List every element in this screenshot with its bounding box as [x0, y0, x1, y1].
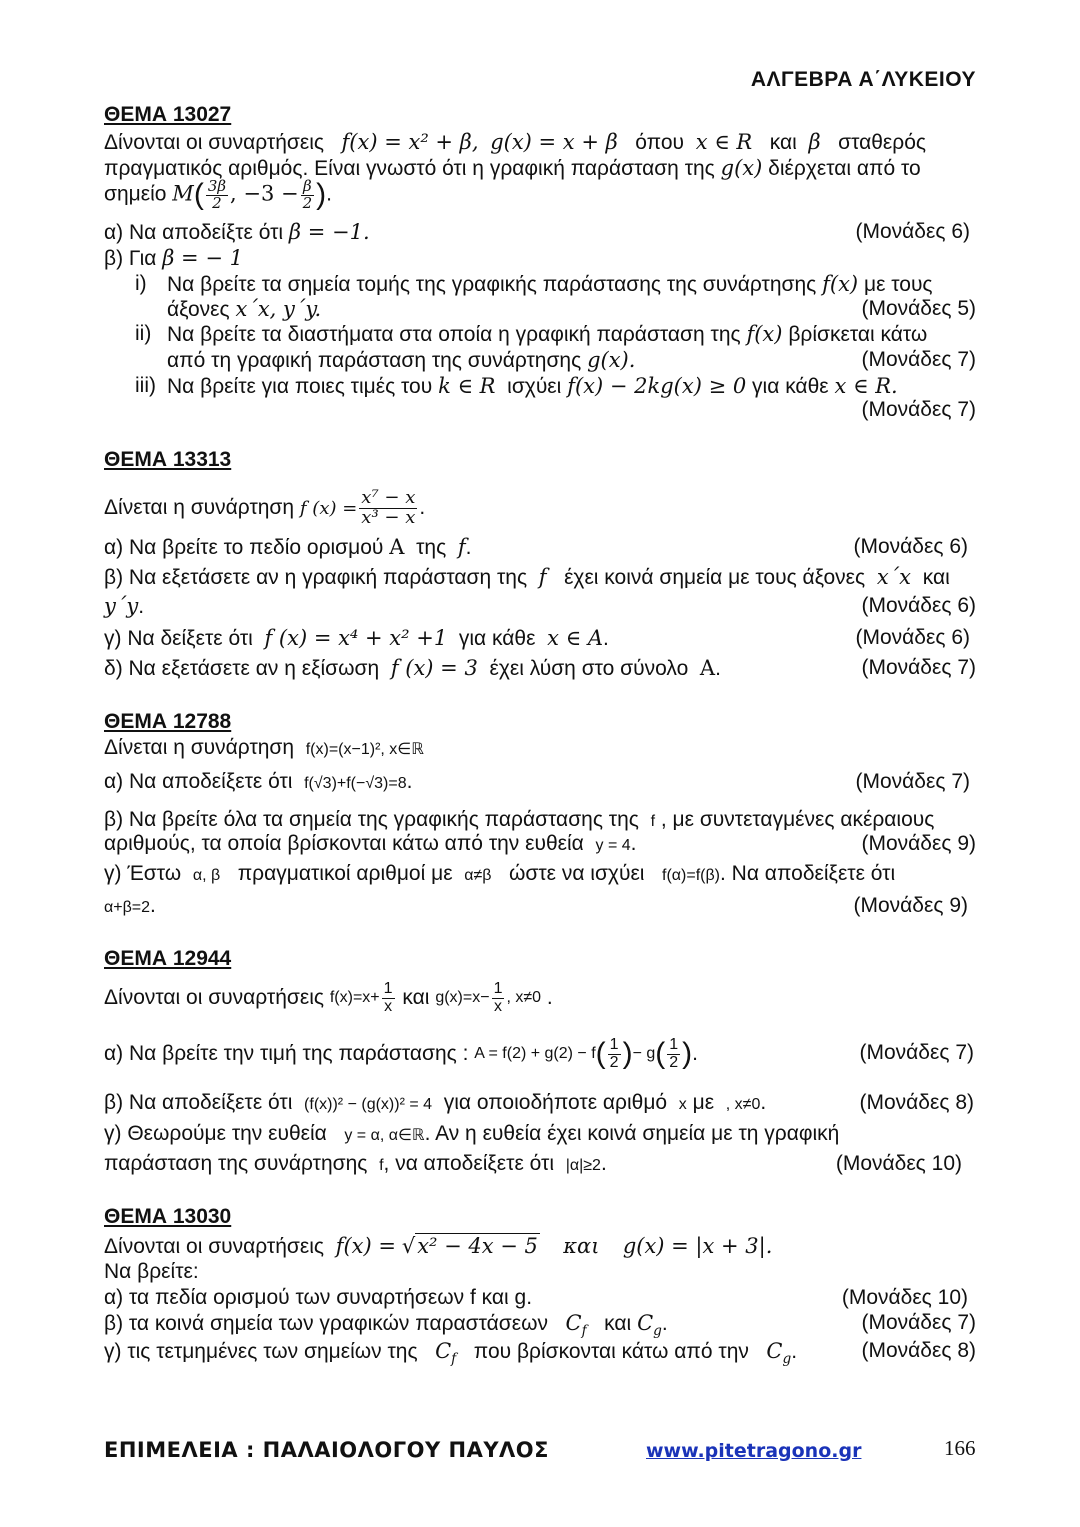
math: β [808, 130, 821, 154]
question-b: β) Να βρείτε όλα τα σημεία της γραφικής παράστασης της f , με συντεταγμένες ακέραιους [104, 808, 935, 831]
math: g(x) = x + β [490, 130, 618, 154]
question-c: γ) τις τετμημένες των σημείων της $C_f$ που βρίσκονται κάτω από την $C_g$. [104, 1339, 798, 1368]
subquestion-label: iii) [135, 374, 156, 397]
question-a: α) Να αποδείξετε ότι f(√3)+f(−√3)=8. [104, 770, 413, 793]
problem-title: ΘΕΜΑ 13027 [104, 103, 232, 126]
question-a: α) τα πεδία ορισμού των συναρτήσεων f και g. [104, 1286, 533, 1309]
text: σταθερός [838, 131, 927, 154]
footer-editor: ΕΠΙΜΕΛΕΙΑ : ΠΑΛΑΙΟΛΟΓΟΥ ΠΑΥΛΟΣ [104, 1438, 549, 1462]
subquestion-text: άξονες x΄x, y΄y. [167, 297, 322, 321]
math: x ∈ R [695, 130, 753, 154]
page-number: 166 [944, 1436, 976, 1460]
question-b: β) τα κοινά σημεία των γραφικών παραστάσεων $C_f$ και $C_g$. [104, 1311, 668, 1340]
question-b-cont: αριθμούς, τα οποία βρίσκονται κάτω από την ευθεία y = 4. [104, 832, 637, 855]
problem-title: ΘΕΜΑ 13030 [104, 1205, 232, 1228]
marks: (Μονάδες 5) [861, 297, 976, 320]
marks: (Μονάδες 6) [855, 220, 970, 243]
text: πραγματικός αριθμός. Είναι γνωστό ότι η γραφική παράσταση της [104, 157, 715, 180]
subquestion-label: ii) [135, 322, 152, 345]
question-c-cont: α+β=2. [104, 894, 156, 917]
fraction: $\frac{1}{2}$ [609, 1035, 619, 1071]
fraction: $\frac{1}{2}$ [669, 1035, 679, 1071]
problem-title: ΘΕΜΑ 13313 [104, 448, 232, 471]
text: διέρχεται από το [768, 157, 921, 180]
question-a: α) Να βρείτε το πεδίο ορισμού Α της f. [104, 535, 472, 559]
marks: (Μονάδες 8) [859, 1091, 974, 1114]
subquestion-text: από τη γραφική παράσταση της συνάρτησης g(x). [167, 348, 636, 372]
marks: (Μονάδες 6) [853, 535, 968, 558]
question-c: γ) Θεωρούμε την ευθεία y = α, α∈ℝ. Αν η ευθεία έχει κοινά σημεία με τη γραφική [104, 1122, 840, 1145]
fraction: $\frac{3\beta}{2}$ [207, 176, 227, 212]
marks: (Μονάδες 7) [861, 398, 976, 421]
marks: (Μονάδες 10) [841, 1286, 968, 1309]
question-c-cont: παράσταση της συνάρτησης f, να αποδείξετε ότι |α|≥2. [104, 1152, 607, 1175]
marks: (Μονάδες 8) [861, 1339, 976, 1362]
problem-text: Δίνεται η συνάρτηση f (x) = $\frac{\text{x⁷ − x}}{\text{x³ − x}}$ . [104, 486, 426, 528]
marks: (Μονάδες 7) [861, 348, 976, 371]
subquestion-label: i) [135, 272, 147, 295]
question-c: γ) Να δείξετε ότι f (x) = x⁴ + x² +1 για κάθε x ∈ Α. [104, 626, 609, 650]
fraction: $\frac{\beta}{2}$ [302, 176, 313, 212]
marks: (Μονάδες 9) [853, 894, 968, 917]
marks: (Μονάδες 10) [835, 1152, 962, 1175]
question-b-cont: y΄y. [104, 594, 145, 618]
marks: (Μονάδες 9) [861, 832, 976, 855]
question-b: β) Να εξετάσετε αν η γραφική παράσταση της f έχει κοινά σημεία με τους άξονες x΄x και [104, 565, 950, 589]
question-b: β) Να αποδείξετε ότι (f(x))² − (g(x))² = 4 για οποιοδήποτε αριθμό x με , x≠0. [104, 1091, 767, 1114]
text: και [769, 131, 797, 154]
marks: (Μονάδες 6) [855, 626, 970, 649]
text: όπου [635, 131, 685, 154]
page-header: ΑΛΓΕΒΡΑ Α΄ΛΥΚΕΙΟΥ [750, 68, 976, 91]
problem-text: Δίνονται οι συναρτήσεις f(x) = √x² − 4x − 5 και g(x) = |x + 3|. [104, 1234, 773, 1258]
footer-website-link[interactable]: www.pitetragono.gr [646, 1440, 862, 1462]
problem-title: ΘΕΜΑ 12788 [104, 710, 232, 733]
question-a: α) Να αποδείξτε ότι β = −1. [104, 220, 370, 244]
fraction: $\frac{1}{x}$ [383, 979, 393, 1015]
fraction: $\frac{1}{x}$ [493, 979, 503, 1015]
problem-text: σημείο M( $\frac{3\beta}{2}$ , −3 − $\frac{\beta}{2}$ ). [104, 176, 332, 212]
problem-text: Δίνονται οι συναρτήσεις f(x)=x+ $\frac{1}{x}$ και g(x)=x− $\frac{1}{x}$ , x≠0 . [104, 979, 553, 1015]
subquestion-text: Να βρείτε τα διαστήματα στα οποία η γραφική παράσταση της f(x) βρίσκεται κάτω [167, 322, 928, 346]
math: M [172, 181, 194, 206]
question-c: γ) Έστω α, β πραγματικοί αριθμοί με α≠β ώστε να ισχύει f(α)=f(β). Να αποδείξετε ότι [104, 862, 896, 885]
question-a: α) Να βρείτε την τιμή της παράστασης : A = f(2) + g(2) − f ( $\frac{1}{2}$ ) − g ( $\frac{1}{2}$ ) . [104, 1035, 698, 1071]
problem-text: Δίνεται η συνάρτηση f(x)=(x−1)², x∈ℝ [104, 736, 424, 759]
subquestion-text: Να βρείτε για ποιες τιμές του k ∈ R ισχύει f(x) − 2kg(x) ≥ 0 για κάθε x ∈ R. [167, 374, 898, 398]
problem-text: Να βρείτε: [104, 1260, 199, 1283]
question-b: β) Για β = − 1 [104, 246, 243, 270]
text: Δίνονται οι συναρτήσεις [104, 131, 325, 154]
subquestion-text: Να βρείτε τα σημεία τομής της γραφικής παράστασης της συνάρτησης f(x) με τους [167, 272, 933, 296]
marks: (Μονάδες 7) [861, 1311, 976, 1334]
marks: (Μονάδες 7) [855, 770, 970, 793]
math: g(x) [720, 156, 763, 180]
math: , −3 − [230, 181, 299, 206]
problem-text [104, 130, 926, 155]
marks: (Μονάδες 6) [861, 594, 976, 617]
question-d: δ) Να εξετάσετε αν η εξίσωση f (x) = 3 έχει λύση στο σύνολο Α. [104, 656, 721, 680]
math: f(x) = x² + β, [341, 130, 479, 154]
marks: (Μονάδες 7) [859, 1041, 974, 1064]
text: σημείο [104, 182, 167, 206]
problem-title: ΘΕΜΑ 12944 [104, 947, 232, 970]
marks: (Μονάδες 7) [861, 656, 976, 679]
fraction: $\frac{\text{x⁷ − x}}{\text{x³ − x}}$ [361, 486, 416, 528]
